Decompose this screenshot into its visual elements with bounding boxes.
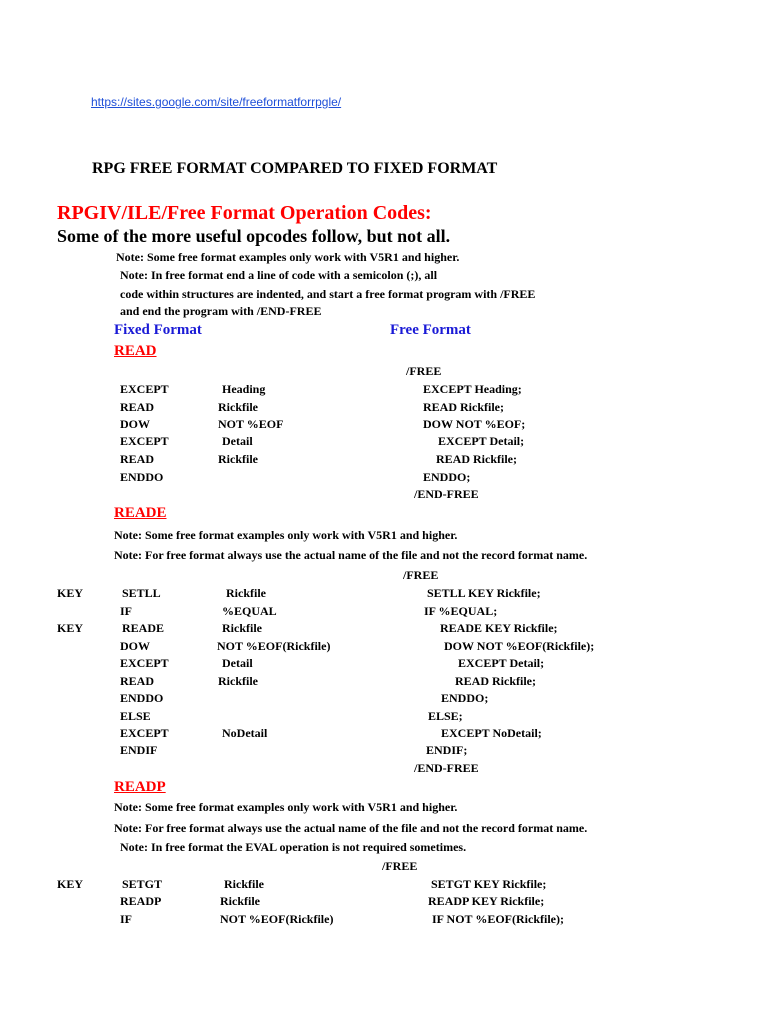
op: DOW: [120, 639, 150, 653]
arg: Detail: [222, 656, 253, 670]
op: DOW: [120, 417, 150, 431]
arg: Rickfile: [226, 586, 266, 600]
arg: %EQUAL: [222, 604, 277, 618]
arg: Rickfile: [220, 894, 260, 908]
free-code: DOW NOT %EOF;: [423, 417, 526, 431]
free-code: EXCEPT Detail;: [438, 434, 525, 448]
arg: Rickfile: [224, 877, 264, 891]
op: IF: [120, 604, 132, 618]
op: SETLL: [122, 586, 161, 600]
free-code: READP KEY Rickfile;: [428, 894, 545, 908]
op: EXCEPT: [120, 382, 169, 396]
free-end: /END-FREE: [414, 487, 479, 501]
free-code: READ Rickfile;: [436, 452, 517, 466]
free-start: /FREE: [382, 859, 418, 873]
free-code: READ Rickfile;: [423, 400, 504, 414]
op: EXCEPT: [120, 656, 169, 670]
op: ELSE: [120, 709, 151, 723]
arg: NOT %EOF(Rickfile): [217, 639, 331, 653]
free-start: /FREE: [406, 364, 442, 378]
note-line: Note: Some free format examples only work with V5R1 and higher.: [114, 800, 458, 814]
read-label: READ: [114, 343, 157, 359]
free-code: READE KEY Rickfile;: [440, 621, 558, 635]
op: READP: [120, 894, 162, 908]
note-line: Note: In free format the EVAL operation is not required sometimes.: [120, 840, 467, 854]
free-code: DOW NOT %EOF(Rickfile);: [444, 639, 595, 653]
op: READE: [122, 621, 165, 635]
free-code: EXCEPT Detail;: [458, 656, 545, 670]
arg: Detail: [222, 434, 253, 448]
arg: Rickfile: [218, 452, 258, 466]
op: READ: [120, 400, 155, 414]
free-format-header: Free Format: [390, 322, 471, 338]
note-line: Note: Some free format examples only work with V5R1 and higher.: [116, 250, 460, 264]
arg: Rickfile: [222, 621, 262, 635]
page-title: RPG FREE FORMAT COMPARED TO FIXED FORMAT: [92, 160, 498, 177]
fixed-format-header: Fixed Format: [114, 322, 202, 338]
op: ENDDO: [120, 470, 164, 484]
op: READ: [120, 452, 155, 466]
free-code: ENDIF;: [426, 743, 468, 757]
source-link[interactable]: https://sites.google.com/site/freeformatforrpgle/: [91, 95, 342, 109]
readp-label: READP: [114, 779, 166, 795]
free-code: EXCEPT NoDetail;: [441, 726, 542, 740]
free-end: /END-FREE: [414, 761, 479, 775]
arg: NOT %EOF(Rickfile): [220, 912, 334, 926]
free-code: READ Rickfile;: [455, 674, 536, 688]
note-line: Note: Some free format examples only work with V5R1 and higher.: [114, 528, 458, 542]
op: EXCEPT: [120, 726, 169, 740]
note-line: and end the program with /END-FREE: [120, 304, 322, 318]
key-label: KEY: [57, 586, 84, 600]
arg: Rickfile: [218, 400, 258, 414]
free-code: SETGT KEY Rickfile;: [431, 877, 547, 891]
op: ENDIF: [120, 743, 158, 757]
free-code: ENDDO;: [441, 691, 489, 705]
arg: Heading: [222, 382, 266, 396]
reade-label: READE: [114, 505, 167, 521]
op: ENDDO: [120, 691, 164, 705]
note-line: Note: For free format always use the actual name of the file and not the record format name.: [114, 821, 588, 835]
free-code: IF NOT %EOF(Rickfile);: [432, 912, 564, 926]
note-line: code within structures are indented, and start a free format program with /FREE: [120, 287, 536, 301]
key-label: KEY: [57, 621, 84, 635]
free-code: IF %EQUAL;: [424, 604, 498, 618]
subheading: Some of the more useful opcodes follow, but not all.: [57, 226, 451, 246]
free-code: SETLL KEY Rickfile;: [427, 586, 541, 600]
free-code: ENDDO;: [423, 470, 471, 484]
op: SETGT: [122, 877, 163, 891]
free-code: EXCEPT Heading;: [423, 382, 522, 396]
op: EXCEPT: [120, 434, 169, 448]
free-code: ELSE;: [428, 709, 463, 723]
op: IF: [120, 912, 132, 926]
arg: NOT %EOF: [218, 417, 284, 431]
free-start: /FREE: [403, 568, 439, 582]
arg: NoDetail: [222, 726, 268, 740]
key-label: KEY: [57, 877, 84, 891]
note-line: Note: In free format end a line of code with a semicolon (;), all: [120, 268, 438, 282]
arg: Rickfile: [218, 674, 258, 688]
section-heading: RPGIV/ILE/Free Format Operation Codes:: [57, 202, 432, 224]
note-line: Note: For free format always use the actual name of the file and not the record format name.: [114, 548, 588, 562]
op: READ: [120, 674, 155, 688]
